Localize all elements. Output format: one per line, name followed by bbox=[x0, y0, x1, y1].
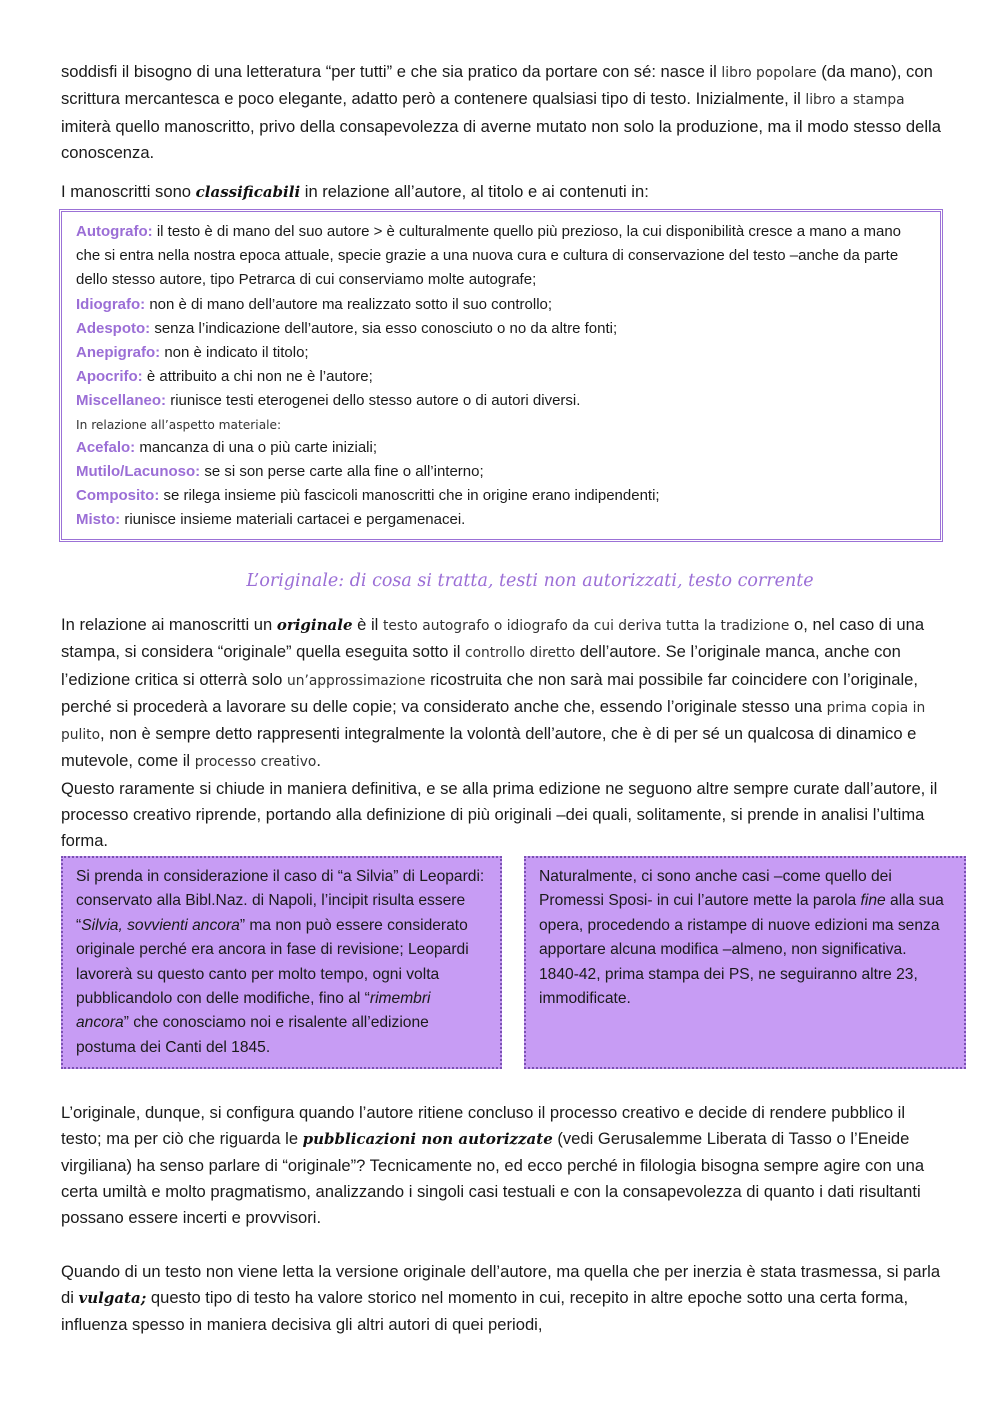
term-label: Acefalo: bbox=[76, 438, 136, 456]
unauthorized-paragraph bbox=[61, 1100, 941, 1231]
note-italic-rimembri: rimembri ancora bbox=[76, 990, 431, 1032]
term-label: Miscellaneo: bbox=[76, 392, 167, 410]
term-description: mancanza di una o più carte iniziali; bbox=[135, 438, 377, 456]
classification-box bbox=[59, 209, 943, 542]
original-paragraph-continuation: Questo raramente si chiude in maniera definitiva, e se alla prima edizione ne seguono altre sempre curate dall’autore, il processo creativo riprende, portando alla definizione di più originali –dei quali, solitamente, si prende in analisi l’ultima forma. bbox=[61, 778, 938, 851]
original-text-5: ricostruita che non sarà mai possibile far coincidere con l’originale, perché si procederà a lavorare su delle copie; va considerato anche che, essendo l’originale stesso una bbox=[61, 669, 918, 716]
material-aspect-subheading: In relazione all’aspetto materiale: bbox=[76, 417, 282, 432]
term-description: riunisce testi eterogenei dello stesso autore o di autori diversi. bbox=[166, 392, 581, 410]
definition-miscellaneo bbox=[76, 389, 926, 413]
intro-paragraph bbox=[61, 59, 941, 166]
script-classificabili: classificabili bbox=[195, 183, 301, 201]
term-label: Anepigrafo: bbox=[76, 344, 161, 362]
handwritten-libro-popolare: libro popolare bbox=[721, 65, 817, 81]
term-description: se rilega insieme più fascicoli manoscritti che in origine erano indipendenti; bbox=[159, 487, 660, 505]
note-text-2: ” ma non può essere considerato originale perché era ancora in fase di revisione; Leopardi lavorerà su questo canto per molto tempo, ogni volta pubblicandolo con delle modifiche, fino al “ bbox=[76, 916, 469, 1008]
original-paragraph bbox=[61, 612, 941, 855]
handwritten-controllo-diretto: controllo diretto bbox=[465, 645, 576, 662]
original-text-1: In relazione ai manoscritti un bbox=[61, 615, 277, 634]
handwritten-testo-autografo: testo autografo o idiografo da cui deriva tutta la tradizione bbox=[382, 618, 790, 634]
note-italic-incipit: Silvia, sovvienti ancora bbox=[81, 916, 240, 934]
note-text-1: Si prenda in considerazione il caso di “a Silvia” di Leopardi: conservato alla Bibl.Naz. di Napoli, l’incipit risulta essere “ bbox=[76, 868, 485, 934]
note-italic-fine: fine bbox=[860, 892, 886, 910]
class-intro-text-2: in relazione all’autore, al titolo e ai contenuti in: bbox=[300, 182, 649, 201]
term-description: non è di mano dell’autore ma realizzato sotto il suo controllo; bbox=[145, 295, 553, 313]
leopardi-note-box bbox=[61, 856, 502, 1069]
definition-misto bbox=[76, 508, 926, 532]
handwritten-approssimazione: un’approssimazione bbox=[286, 672, 426, 689]
note-text-1: Naturalmente, ci sono anche casi –come quello dei Promessi Sposi- in cui l’autore mette la parola bbox=[539, 868, 892, 910]
term-label: Autografo: bbox=[76, 223, 153, 240]
definition-composito bbox=[76, 484, 926, 508]
intro-text-2: (da mano), con scrittura mercantesca e poco elegante, adatto però a contenere qualsiasi tipo di testo. Inizialmente, il bbox=[61, 62, 933, 109]
term-label: Composito: bbox=[76, 487, 160, 505]
vulgata-paragraph bbox=[61, 1259, 941, 1338]
definition-autografo bbox=[76, 220, 926, 293]
term-label: Mutilo/Lacunoso: bbox=[76, 462, 201, 480]
definition-acefalo bbox=[76, 436, 926, 460]
intro-text-1: soddisfi il bisogno di una letteratura “per tutti” e che sia pratico da portare con sé: nasce il bbox=[61, 62, 722, 81]
term-description: il testo è di mano del suo autore > è culturalmente quello più prezioso, la cui disponibilità cresce a mano a mano che si entra nella nostra epoca attuale, specie grazie a una nuova cura e cultura di conservazione del testo –anche da parte dello stesso autore, tipo Petrarca di cui conserviamo molte autografe; bbox=[76, 223, 902, 289]
handwritten-processo-creativo: processo creativo bbox=[194, 754, 317, 771]
vulgata-text-2: questo tipo di testo ha valore storico nel momento in cui, recepito in altre epoche sotto una certa forma, influenza spesso in maniera decisiva gli altri autori di quei periodi, bbox=[61, 1288, 909, 1334]
definition-anepigrafo bbox=[76, 341, 926, 365]
vulgata-text-1: Quando di un testo non viene letta la versione originale dell’autore, ma quella che per inerzia è stata trasmessa, si parla di bbox=[61, 1262, 941, 1308]
original-text-3: o, nel caso di una stampa, si considera “originale” quella eseguita sotto il bbox=[61, 615, 925, 662]
note-right-first bbox=[539, 865, 951, 963]
class-intro-text-1: I manoscritti sono bbox=[61, 182, 196, 201]
intro-text-3: imiterà quello manoscritto, privo della consapevolezza di averne mutato non solo la produzione, ma il modo stesso della conoscenza. bbox=[61, 116, 941, 162]
classification-intro bbox=[61, 179, 941, 205]
original-text-2: è il bbox=[352, 615, 383, 634]
term-description: non è indicato il titolo; bbox=[160, 344, 309, 362]
definition-apocrifo bbox=[76, 365, 926, 389]
unauth-text-1: L’originale, dunque, si configura quando l’autore ritiene concluso il processo creativo e decide di rendere pubblico il testo; ma per ciò che riguarda le bbox=[61, 1103, 906, 1149]
script-originale: originale bbox=[276, 616, 353, 634]
definition-adespoto bbox=[76, 317, 926, 341]
term-description: riunisce insieme materiali cartacei e pergamenacei. bbox=[120, 511, 466, 529]
note-text-3: ” che conosciamo noi e risalente all’edizione postuma dei Canti del 1845. bbox=[76, 1014, 429, 1056]
original-text-6: , non è sempre detto rappresenti integralmente la volontà dell’autore, che è di per sé un qualcosa di dinamico e mutevole, come il bbox=[61, 724, 917, 771]
term-label: Misto: bbox=[76, 511, 121, 529]
original-paragraph-main bbox=[61, 612, 941, 776]
definition-mutilo-lacunoso bbox=[76, 460, 926, 484]
unauth-text-2: (vedi Gerusalemme Liberata di Tasso o l’Eneide virgiliana) ha senso parlare di “originale”? Tecnicamente no, ed ecco perché in filologia bisogna sempre agire con una certa umiltà e molto pragmatismo, analizzando i singoli casi testuali e con la consapevolezza di quanto i dati risultanti possano essere incerti e provvisori. bbox=[61, 1129, 925, 1228]
script-vulgata: vulgata; bbox=[78, 1289, 147, 1308]
handwritten-prima-copia: prima copia in pulito bbox=[61, 699, 926, 744]
term-description: è attribuito a chi non ne è l’autore; bbox=[142, 368, 373, 386]
term-label: Apocrifo: bbox=[76, 368, 143, 386]
original-text-7: . bbox=[316, 751, 321, 771]
note-right-second: 1840-42, prima stampa dei PS, ne seguiranno altre 23, immodificate. bbox=[539, 965, 918, 1008]
note-text-2: alla sua opera, procedendo a ristampe di nuove edizioni ma senza apportare alcuna modifica –almeno, non significativa. bbox=[539, 892, 944, 959]
handwritten-libro-a-stampa: libro a stampa bbox=[805, 92, 905, 109]
term-description: senza l’indicazione dell’autore, sia esso conosciuto o no da altre fonti; bbox=[150, 319, 618, 337]
term-label: Adespoto: bbox=[76, 319, 151, 337]
term-label: Idiografo: bbox=[76, 295, 146, 313]
term-description: se si son perse carte alla fine o all’interno; bbox=[200, 462, 484, 480]
section-heading: L’originale: di cosa si tratta, testi non autorizzati, testo corrente bbox=[246, 571, 814, 591]
definition-idiografo bbox=[76, 293, 926, 317]
original-text-4: dell’autore. Se l’originale manca, anche con l’edizione critica si otterrà solo bbox=[61, 642, 901, 689]
promessi-sposi-note-box bbox=[524, 856, 966, 1069]
script-pubblicazioni-non-autorizzate: pubblicazioni non autorizzate bbox=[302, 1130, 553, 1149]
